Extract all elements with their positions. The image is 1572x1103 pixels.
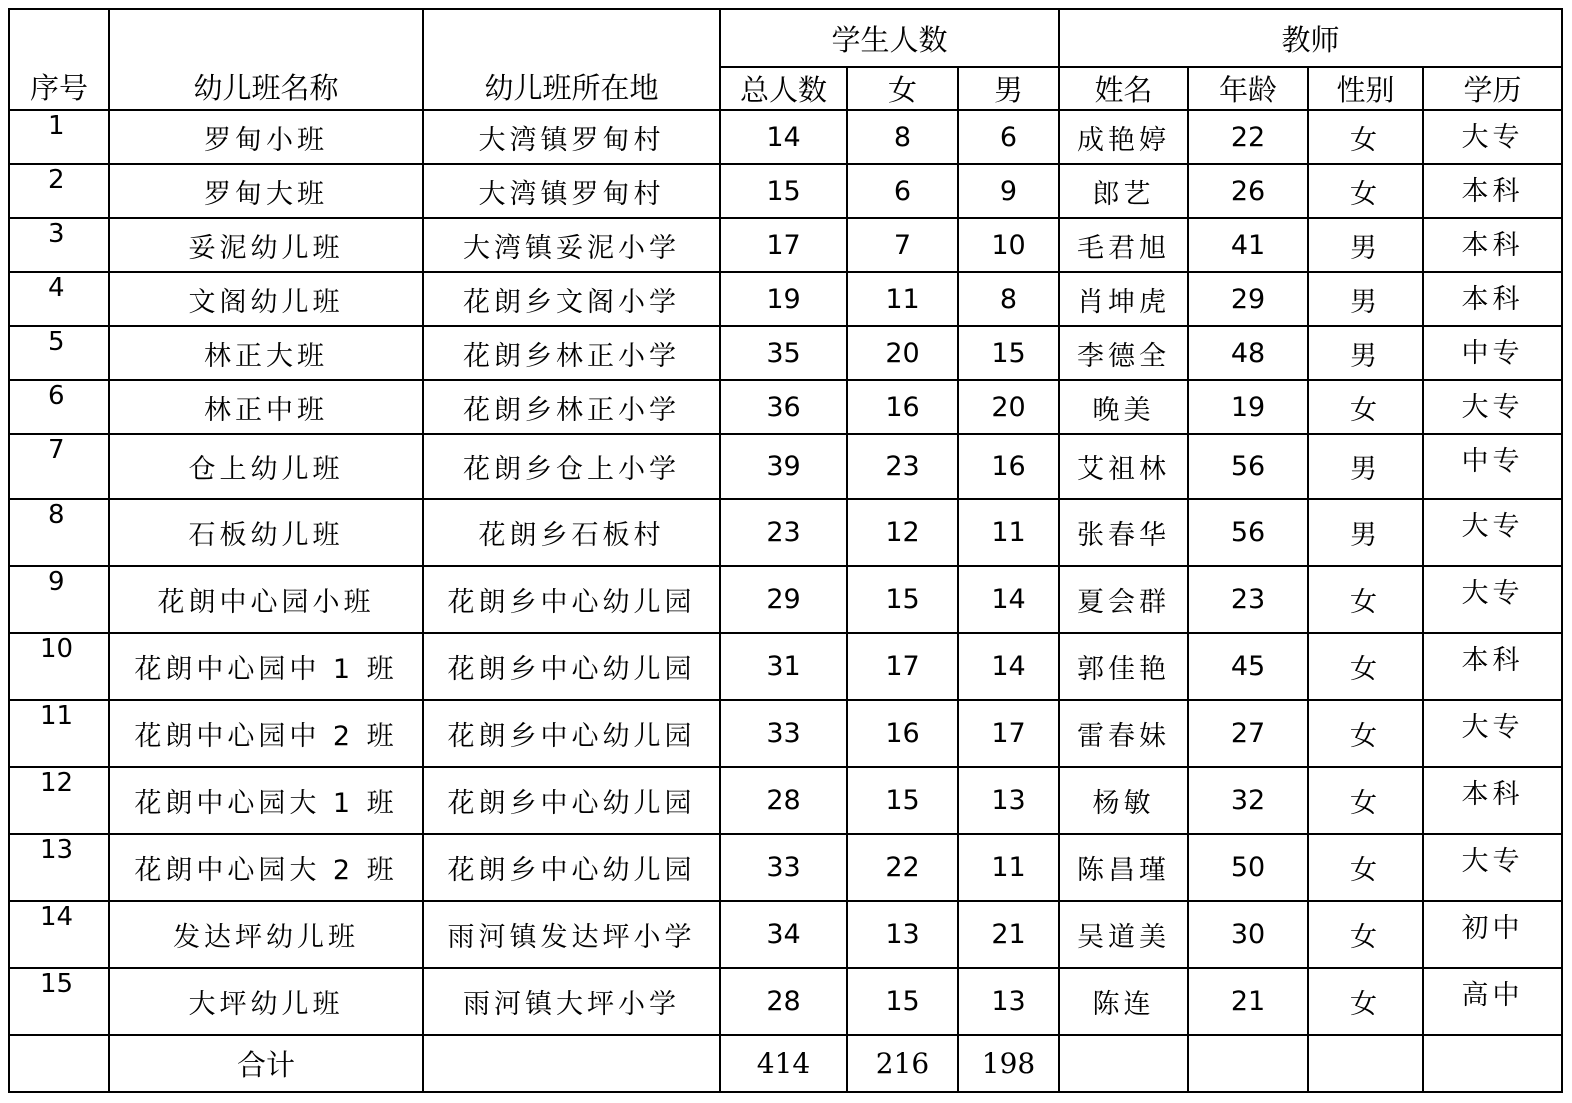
cell-gender: 男 [1308, 272, 1423, 326]
totals-seq-empty [9, 1035, 109, 1092]
cell-seq: 11 [9, 700, 109, 767]
cell-female: 7 [847, 218, 958, 272]
cell-seq: 1 [9, 110, 109, 164]
cell-class-name: 妥泥幼儿班 [109, 218, 423, 272]
cell-class-name: 花朗中心园中 2 班 [109, 700, 423, 767]
cell-total: 36 [720, 380, 847, 434]
cell-location: 花朗乡仓上小学 [423, 434, 720, 499]
table-row [9, 272, 1562, 326]
cell-seq: 2 [9, 164, 109, 218]
table-row [9, 633, 1562, 700]
cell-male: 10 [958, 218, 1059, 272]
cell-female: 16 [847, 700, 958, 767]
cell-location: 花朗乡林正小学 [423, 380, 720, 434]
header-total-students: 总人数 [720, 67, 847, 110]
header-female: 女 [847, 67, 958, 110]
cell-gender: 女 [1308, 767, 1423, 834]
cell-gender: 女 [1308, 901, 1423, 968]
cell-education: 本科 [1423, 272, 1562, 326]
cell-class-name: 罗甸小班 [109, 110, 423, 164]
totals-total: 414 [720, 1035, 847, 1092]
cell-female: 6 [847, 164, 958, 218]
cell-age: 27 [1188, 700, 1308, 767]
cell-location: 雨河镇大坪小学 [423, 968, 720, 1035]
cell-class-name: 花朗中心园小班 [109, 566, 423, 633]
cell-male: 9 [958, 164, 1059, 218]
cell-class-name: 林正中班 [109, 380, 423, 434]
cell-location: 雨河镇发达坪小学 [423, 901, 720, 968]
totals-female: 216 [847, 1035, 958, 1092]
header-seq: 序号 [9, 9, 109, 110]
cell-total: 14 [720, 110, 847, 164]
header-teacher-name: 姓名 [1059, 67, 1188, 110]
cell-age: 22 [1188, 110, 1308, 164]
cell-male: 17 [958, 700, 1059, 767]
cell-location: 花朗乡中心幼儿园 [423, 700, 720, 767]
cell-total: 23 [720, 499, 847, 566]
cell-class-name: 大坪幼儿班 [109, 968, 423, 1035]
totals-teacher-empty [1059, 1035, 1188, 1092]
cell-location: 花朗乡林正小学 [423, 326, 720, 380]
cell-gender: 男 [1308, 499, 1423, 566]
cell-male: 6 [958, 110, 1059, 164]
cell-total: 17 [720, 218, 847, 272]
cell-gender: 女 [1308, 968, 1423, 1035]
cell-teacher: 张春华 [1059, 499, 1188, 566]
header-location: 幼儿班所在地 [423, 9, 720, 110]
header-gender: 性别 [1308, 67, 1423, 110]
cell-gender: 女 [1308, 633, 1423, 700]
cell-seq: 5 [9, 326, 109, 380]
cell-education: 本科 [1423, 164, 1562, 218]
header-row-1 [9, 9, 1562, 67]
cell-education: 中专 [1423, 326, 1562, 380]
cell-seq: 6 [9, 380, 109, 434]
cell-location: 花朗乡中心幼儿园 [423, 767, 720, 834]
cell-location: 大湾镇罗甸村 [423, 110, 720, 164]
cell-male: 20 [958, 380, 1059, 434]
cell-age: 56 [1188, 434, 1308, 499]
table-row [9, 380, 1562, 434]
cell-gender: 女 [1308, 110, 1423, 164]
cell-seq: 3 [9, 218, 109, 272]
cell-teacher: 吴道美 [1059, 901, 1188, 968]
cell-total: 34 [720, 901, 847, 968]
cell-gender: 男 [1308, 434, 1423, 499]
header-education: 学历 [1423, 67, 1562, 110]
cell-teacher: 陈昌瑾 [1059, 834, 1188, 901]
cell-education: 本科 [1423, 633, 1562, 700]
cell-class-name: 发达坪幼儿班 [109, 901, 423, 968]
cell-total: 28 [720, 767, 847, 834]
header-students-group: 学生人数 [720, 9, 1059, 67]
cell-total: 29 [720, 566, 847, 633]
header-age: 年龄 [1188, 67, 1308, 110]
cell-male: 14 [958, 566, 1059, 633]
cell-male: 13 [958, 767, 1059, 834]
cell-location: 花朗乡文阁小学 [423, 272, 720, 326]
cell-age: 29 [1188, 272, 1308, 326]
cell-female: 23 [847, 434, 958, 499]
cell-female: 15 [847, 968, 958, 1035]
cell-male: 13 [958, 968, 1059, 1035]
cell-location: 花朗乡中心幼儿园 [423, 834, 720, 901]
cell-female: 20 [847, 326, 958, 380]
cell-education: 大专 [1423, 110, 1562, 164]
cell-teacher: 毛君旭 [1059, 218, 1188, 272]
cell-education: 本科 [1423, 767, 1562, 834]
cell-gender: 女 [1308, 700, 1423, 767]
totals-education-empty [1423, 1035, 1562, 1092]
cell-seq: 4 [9, 272, 109, 326]
cell-male: 11 [958, 499, 1059, 566]
totals-location-empty [423, 1035, 720, 1092]
cell-age: 30 [1188, 901, 1308, 968]
cell-seq: 13 [9, 834, 109, 901]
cell-age: 50 [1188, 834, 1308, 901]
cell-total: 19 [720, 272, 847, 326]
cell-seq: 14 [9, 901, 109, 968]
totals-label: 合计 [109, 1035, 423, 1092]
table-row [9, 901, 1562, 968]
table-row [9, 767, 1562, 834]
cell-class-name: 罗甸大班 [109, 164, 423, 218]
cell-education: 初中 [1423, 901, 1562, 968]
cell-seq: 9 [9, 566, 109, 633]
cell-female: 12 [847, 499, 958, 566]
cell-total: 33 [720, 700, 847, 767]
cell-male: 11 [958, 834, 1059, 901]
cell-female: 8 [847, 110, 958, 164]
cell-female: 13 [847, 901, 958, 968]
cell-class-name: 花朗中心园中 1 班 [109, 633, 423, 700]
totals-male: 198 [958, 1035, 1059, 1092]
table-row [9, 700, 1562, 767]
cell-age: 21 [1188, 968, 1308, 1035]
cell-gender: 男 [1308, 218, 1423, 272]
cell-class-name: 花朗中心园大 2 班 [109, 834, 423, 901]
cell-age: 48 [1188, 326, 1308, 380]
cell-total: 39 [720, 434, 847, 499]
cell-total: 28 [720, 968, 847, 1035]
table-row [9, 566, 1562, 633]
cell-teacher: 郎艺 [1059, 164, 1188, 218]
cell-class-name: 花朗中心园大 1 班 [109, 767, 423, 834]
cell-seq: 15 [9, 968, 109, 1035]
table-row [9, 499, 1562, 566]
header-teacher-group: 教师 [1059, 9, 1562, 67]
totals-age-empty [1188, 1035, 1308, 1092]
cell-female: 15 [847, 767, 958, 834]
table-row [9, 968, 1562, 1035]
cell-gender: 女 [1308, 566, 1423, 633]
totals-row [9, 1035, 1562, 1092]
cell-age: 23 [1188, 566, 1308, 633]
cell-gender: 男 [1308, 326, 1423, 380]
cell-seq: 8 [9, 499, 109, 566]
cell-age: 45 [1188, 633, 1308, 700]
cell-gender: 女 [1308, 380, 1423, 434]
cell-male: 16 [958, 434, 1059, 499]
cell-class-name: 文阁幼儿班 [109, 272, 423, 326]
cell-age: 19 [1188, 380, 1308, 434]
cell-seq: 7 [9, 434, 109, 499]
cell-education: 大专 [1423, 700, 1562, 767]
cell-teacher: 晚美 [1059, 380, 1188, 434]
table-row [9, 164, 1562, 218]
cell-gender: 女 [1308, 834, 1423, 901]
cell-gender: 女 [1308, 164, 1423, 218]
cell-age: 32 [1188, 767, 1308, 834]
cell-female: 16 [847, 380, 958, 434]
cell-total: 33 [720, 834, 847, 901]
kindergarten-roster-table [8, 8, 1563, 1093]
cell-female: 11 [847, 272, 958, 326]
cell-education: 大专 [1423, 834, 1562, 901]
cell-age: 56 [1188, 499, 1308, 566]
cell-seq: 12 [9, 767, 109, 834]
cell-total: 15 [720, 164, 847, 218]
table-row [9, 110, 1562, 164]
cell-male: 21 [958, 901, 1059, 968]
cell-teacher: 艾祖林 [1059, 434, 1188, 499]
cell-teacher: 郭佳艳 [1059, 633, 1188, 700]
cell-male: 15 [958, 326, 1059, 380]
cell-teacher: 雷春妹 [1059, 700, 1188, 767]
cell-teacher: 肖坤虎 [1059, 272, 1188, 326]
cell-total: 35 [720, 326, 847, 380]
cell-male: 14 [958, 633, 1059, 700]
cell-location: 大湾镇妥泥小学 [423, 218, 720, 272]
table-row [9, 834, 1562, 901]
cell-education: 高中 [1423, 968, 1562, 1035]
cell-education: 中专 [1423, 434, 1562, 499]
cell-education: 本科 [1423, 218, 1562, 272]
cell-age: 41 [1188, 218, 1308, 272]
table-row [9, 434, 1562, 499]
cell-location: 花朗乡中心幼儿园 [423, 633, 720, 700]
cell-teacher: 夏会群 [1059, 566, 1188, 633]
cell-female: 17 [847, 633, 958, 700]
cell-location: 花朗乡中心幼儿园 [423, 566, 720, 633]
cell-female: 15 [847, 566, 958, 633]
cell-age: 26 [1188, 164, 1308, 218]
header-male: 男 [958, 67, 1059, 110]
cell-teacher: 陈连 [1059, 968, 1188, 1035]
cell-seq: 10 [9, 633, 109, 700]
cell-education: 大专 [1423, 380, 1562, 434]
cell-class-name: 仓上幼儿班 [109, 434, 423, 499]
header-class-name: 幼儿班名称 [109, 9, 423, 110]
cell-total: 31 [720, 633, 847, 700]
cell-class-name: 林正大班 [109, 326, 423, 380]
cell-location: 花朗乡石板村 [423, 499, 720, 566]
table-row [9, 326, 1562, 380]
cell-male: 8 [958, 272, 1059, 326]
cell-education: 大专 [1423, 566, 1562, 633]
table-row [9, 218, 1562, 272]
cell-female: 22 [847, 834, 958, 901]
cell-education: 大专 [1423, 499, 1562, 566]
cell-teacher: 成艳婷 [1059, 110, 1188, 164]
cell-location: 大湾镇罗甸村 [423, 164, 720, 218]
cell-teacher: 李德全 [1059, 326, 1188, 380]
cell-class-name: 石板幼儿班 [109, 499, 423, 566]
cell-teacher: 杨敏 [1059, 767, 1188, 834]
totals-gender-empty [1308, 1035, 1423, 1092]
